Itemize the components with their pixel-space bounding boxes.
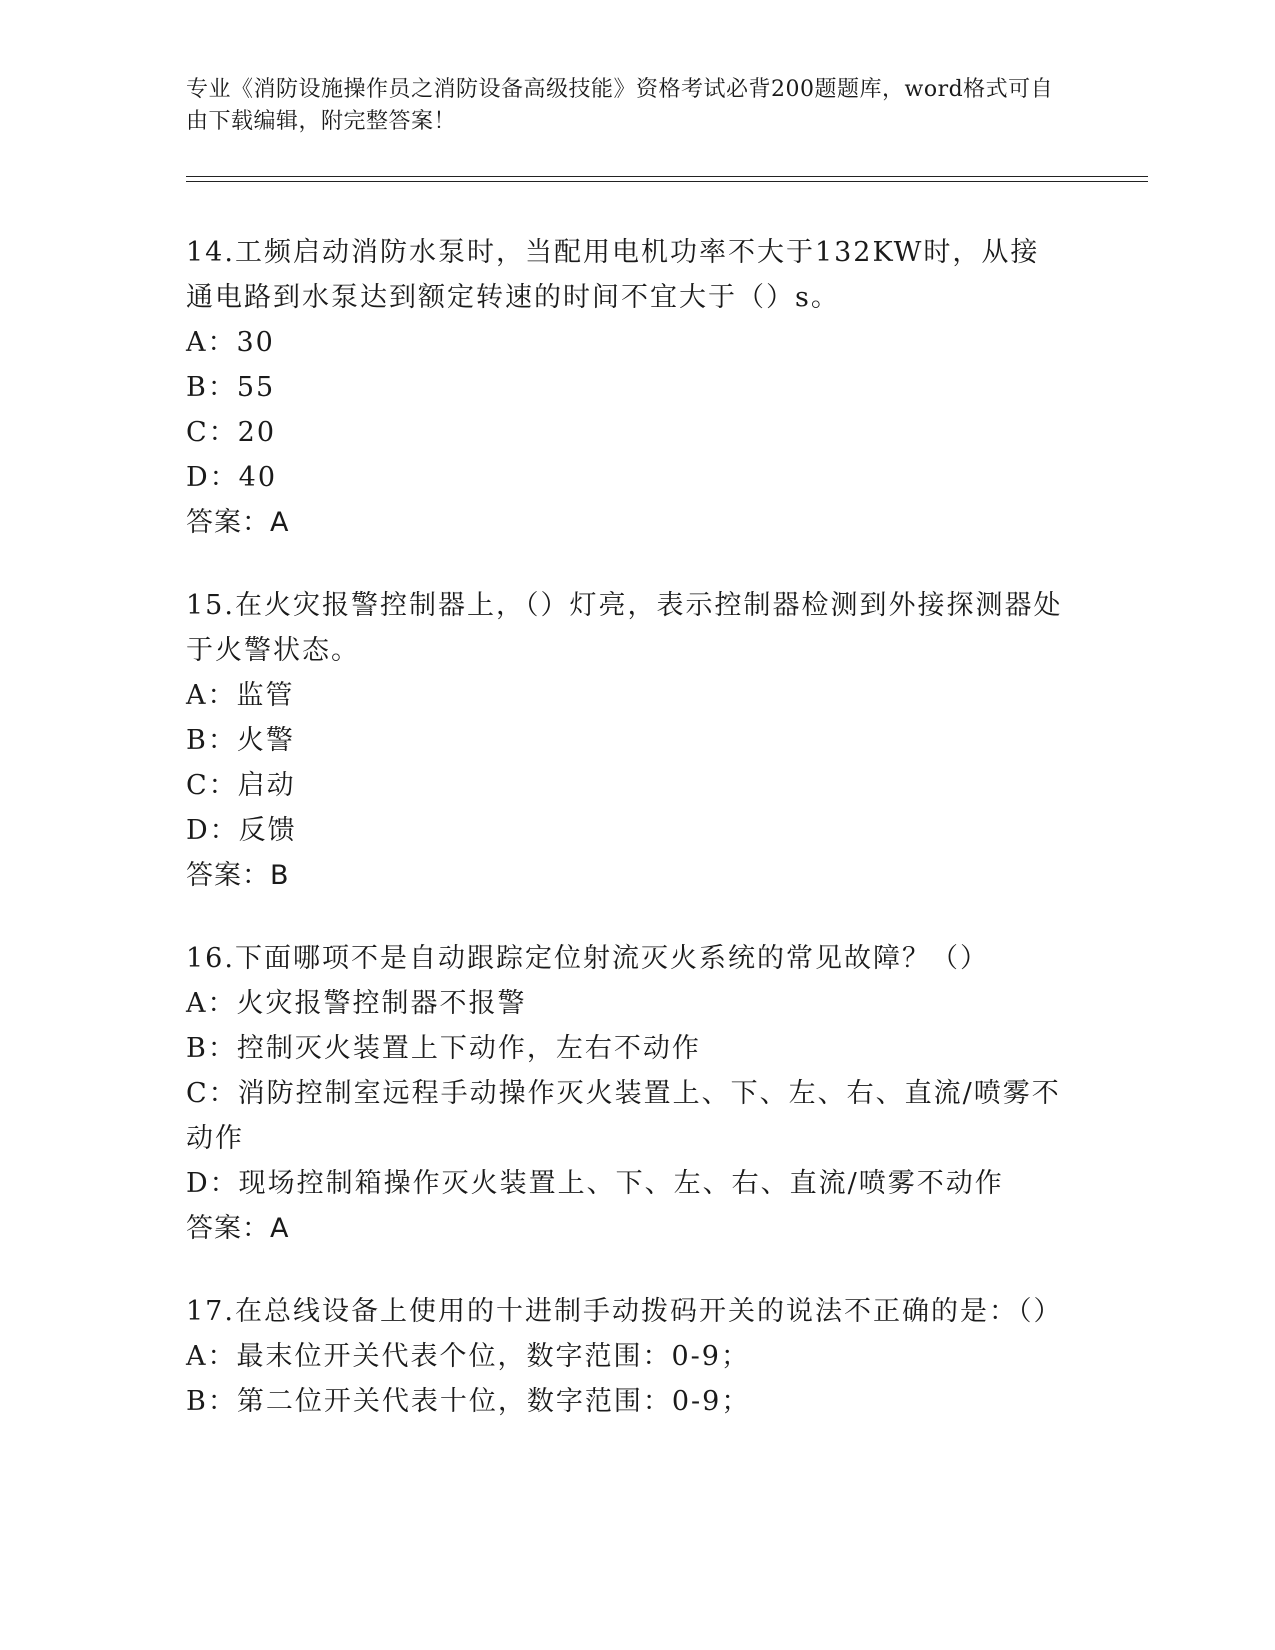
answer: 答案：A bbox=[186, 1213, 290, 1244]
header-divider-bottom bbox=[186, 181, 1148, 182]
question-list bbox=[186, 230, 1066, 1462]
option-a: A：最末位开关代表个位，数字范围：0-9； bbox=[186, 1341, 750, 1372]
answer: 答案：A bbox=[186, 507, 290, 538]
option-d: D：反馈 bbox=[186, 815, 297, 846]
question-14 bbox=[186, 230, 1066, 545]
question-17 bbox=[186, 1289, 1066, 1424]
question-15 bbox=[186, 583, 1066, 898]
option-d: D：40 bbox=[186, 462, 278, 493]
option-a: A：监管 bbox=[186, 680, 295, 711]
option-d: D：现场控制箱操作灭火装置上、下、左、右、直流/喷雾不动作 bbox=[186, 1168, 1004, 1199]
answer: 答案：B bbox=[186, 860, 290, 891]
question-text: 17.在总线设备上使用的十进制手动拨码开关的说法不正确的是：（） bbox=[186, 1296, 1063, 1327]
question-text: 15.在火灾报警控制器上，（）灯亮，表示控制器检测到外接探测器处于火警状态。 bbox=[186, 590, 1063, 666]
option-a: A：30 bbox=[186, 327, 275, 358]
option-b: B：控制灭火装置上下动作，左右不动作 bbox=[186, 1033, 701, 1064]
option-b: B：第二位开关代表十位，数字范围：0-9； bbox=[186, 1386, 751, 1417]
option-c: C：启动 bbox=[186, 770, 296, 801]
option-b: B：55 bbox=[186, 372, 276, 403]
question-16 bbox=[186, 936, 1066, 1251]
option-c: C：20 bbox=[186, 417, 277, 448]
option-a: A：火灾报警控制器不报警 bbox=[186, 988, 527, 1019]
document-header: 专业《消防设施操作员之消防设备高级技能》资格考试必背200题题库，word格式可自由下载编辑，附完整答案！ bbox=[186, 77, 1054, 134]
question-text: 14.工频启动消防水泵时，当配用电机功率不大于132KW时，从接通电路到水泵达到额定转速的时间不宜大于（）s。 bbox=[186, 237, 1040, 313]
option-b: B：火警 bbox=[186, 725, 295, 756]
header-divider-top bbox=[186, 176, 1148, 177]
option-c: C：消防控制室远程手动操作灭火装置上、下、左、右、直流/喷雾不动作 bbox=[186, 1078, 1061, 1154]
question-text: 16.下面哪项不是自动跟踪定位射流灭火系统的常见故障？（） bbox=[186, 943, 989, 974]
